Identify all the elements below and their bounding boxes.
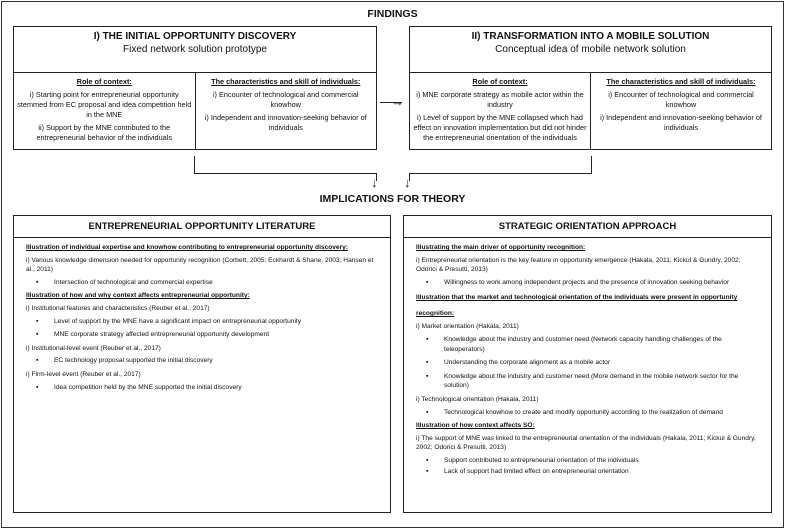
eol-point: i) Firm-level event (Reuber et al., 2017) xyxy=(26,370,141,378)
so-bullet: ▪ Lack of support had limited effect on entrepreneurial orientation xyxy=(416,467,761,477)
down-arrow-icon: ↓ xyxy=(371,175,378,190)
phase1-individuals-heading: The characteristics and skill of individuals: xyxy=(211,77,361,86)
right-arrow-icon: → xyxy=(391,94,404,109)
phase2-subtitle: Conceptual idea of mobile network solution xyxy=(495,44,686,55)
phase1-context-heading: Role of context: xyxy=(76,77,132,86)
phase1-individuals-item: i) Encounter of technological and commercial knowhow xyxy=(212,90,359,109)
eol-point: i) Institutional features and characteristics (Reuber et al., 2017) xyxy=(26,304,210,312)
phase1-individuals-column xyxy=(195,73,377,149)
findings-title: FINDINGS xyxy=(367,8,418,20)
so-point: i) Market orientation (Hakala, 2011) xyxy=(416,323,519,331)
phase2-context-heading: Role of context: xyxy=(472,77,528,86)
phase2-individuals-column xyxy=(590,73,771,149)
phase2-title: II) TRANSFORMATION INTO A MOBILE SOLUTION xyxy=(471,31,710,42)
down-arrow-icon: ↓ xyxy=(404,175,411,190)
phase1-header xyxy=(14,27,376,73)
eol-title: ENTREPRENEURIAL OPPORTUNITY LITERATURE xyxy=(14,216,390,238)
so-heading: Illustration of how context affects SO: xyxy=(416,422,535,430)
so-bullet: ▪ Knowledge about the industry and customer need (More demand in the mobile network sector for the solution) xyxy=(416,372,761,391)
phase2-box xyxy=(409,26,772,150)
phase2-context-item: i) Level of support by the MNE collapsed which had effect on innovation implementation but did not hinder the entrepreneurial orientation of the individuals xyxy=(413,113,587,142)
phase2-header xyxy=(410,27,771,73)
so-bullet: ▪ Knowledge about the industry and customer need (Network capacity handling challenges of the teleoperators) xyxy=(416,335,761,354)
phase1-subtitle: Fixed network solution prototype xyxy=(123,44,267,55)
eol-bullet: ▪ MNE corporate strategy affected entrepreneurial opportunity development xyxy=(26,330,380,340)
phase2-individuals-item: i) Independent and innovation-seeking behavior of individuals xyxy=(600,113,762,132)
so-bullet: ▪ Willingness to work among independent projects and the presence of innovation seeking behavior xyxy=(416,278,761,288)
phase2-context-item: i) MNE corporate strategy as mobile actor within the industry xyxy=(416,90,584,109)
eol-point: i) Institutional-level event (Reuber et al., 2017) xyxy=(26,344,161,352)
phase2-individuals-heading: The characteristics and skill of individuals: xyxy=(606,77,756,86)
eol-bullet: ▪ Idea competition held by the MNE supported the initial discovery xyxy=(26,383,380,393)
so-point: i) The support of MNE was linked to the entrepreneurial orientation of the individuals (Hakala, 2011; Kickul & Gundry, 2002; Odorici & Presutti, 2013) xyxy=(416,434,756,452)
so-bullet: ▪ Understanding the corporate alignment as a mobile actor xyxy=(416,358,761,368)
eol-bullet: ▪ Intersection of technological and commercial expertise xyxy=(26,278,380,288)
phase2-individuals-item: i) Encounter of technological and commercial knowhow xyxy=(608,90,754,109)
so-title: STRATEGIC ORIENTATION APPROACH xyxy=(404,216,771,238)
so-box xyxy=(403,215,772,513)
phase2-context-column xyxy=(410,73,590,149)
eol-bullet: ▪ EC technology proposal supported the initial discovery xyxy=(26,356,380,366)
eol-heading: Illustration of individual expertise and knowhow contributing to entrepreneurial opportunity discovery: xyxy=(26,244,349,251)
so-heading: Illustrating the main driver of opportunity recognition: xyxy=(416,244,586,251)
phase1-context-item: ii) Support by the MNE contributed to the entrepreneurial behavior of the individuals xyxy=(36,123,172,142)
left-connector-vertical xyxy=(194,156,195,174)
so-point: i) Entrepreneurial orientation is the key feature in opportunity emergence (Hakala, 2011; Kickul & Gundry, 2002; Odorici & Presutti, 2013) xyxy=(416,256,741,274)
so-body xyxy=(404,238,771,483)
so-bullet: ▪ Support contributed to entrepreneurial orientation of the individuals xyxy=(416,456,761,466)
phase1-individuals-item: i) Independent and innovation-seeking behavior of individuals xyxy=(204,113,367,132)
right-connector-vertical xyxy=(591,156,592,174)
eol-body xyxy=(14,238,390,400)
eol-bullet: ▪ Level of support by the MNE have a significant impact on entrepreneurial opportunity xyxy=(26,317,380,327)
left-connector-horizontal xyxy=(194,173,377,174)
so-heading: Illustration that the market and technological orientation of the individuals were present in opportunity recognition: xyxy=(416,294,738,318)
so-point: i) Technological orientation (Hakala, 2011) xyxy=(416,395,539,403)
eol-box xyxy=(13,215,391,513)
phase1-title: I) THE INITIAL OPPORTUNITY DISCOVERY xyxy=(93,31,297,42)
eol-heading: Illustration of how and why context affects entrepreneurial opportunity: xyxy=(26,292,250,300)
phase1-context-column xyxy=(14,73,195,149)
so-bullet: ▪ Technological knowhow to create and modify opportunity according to the realization of demand xyxy=(416,408,761,418)
phase1-box xyxy=(13,26,377,150)
eol-point: i) Various knowledge dimension needed for opportunity recognition (Corbett, 2005; Eckhardt & Shane, 2003; Hansen et al., 2011) xyxy=(26,256,374,274)
right-connector-horizontal xyxy=(409,173,592,174)
implications-title: IMPLICATIONS FOR THEORY xyxy=(319,193,466,205)
phase1-context-item: i) Starting point for entrepreneurial opportunity stemmed from EC proposal and idea competition held in the MNE xyxy=(17,90,192,119)
